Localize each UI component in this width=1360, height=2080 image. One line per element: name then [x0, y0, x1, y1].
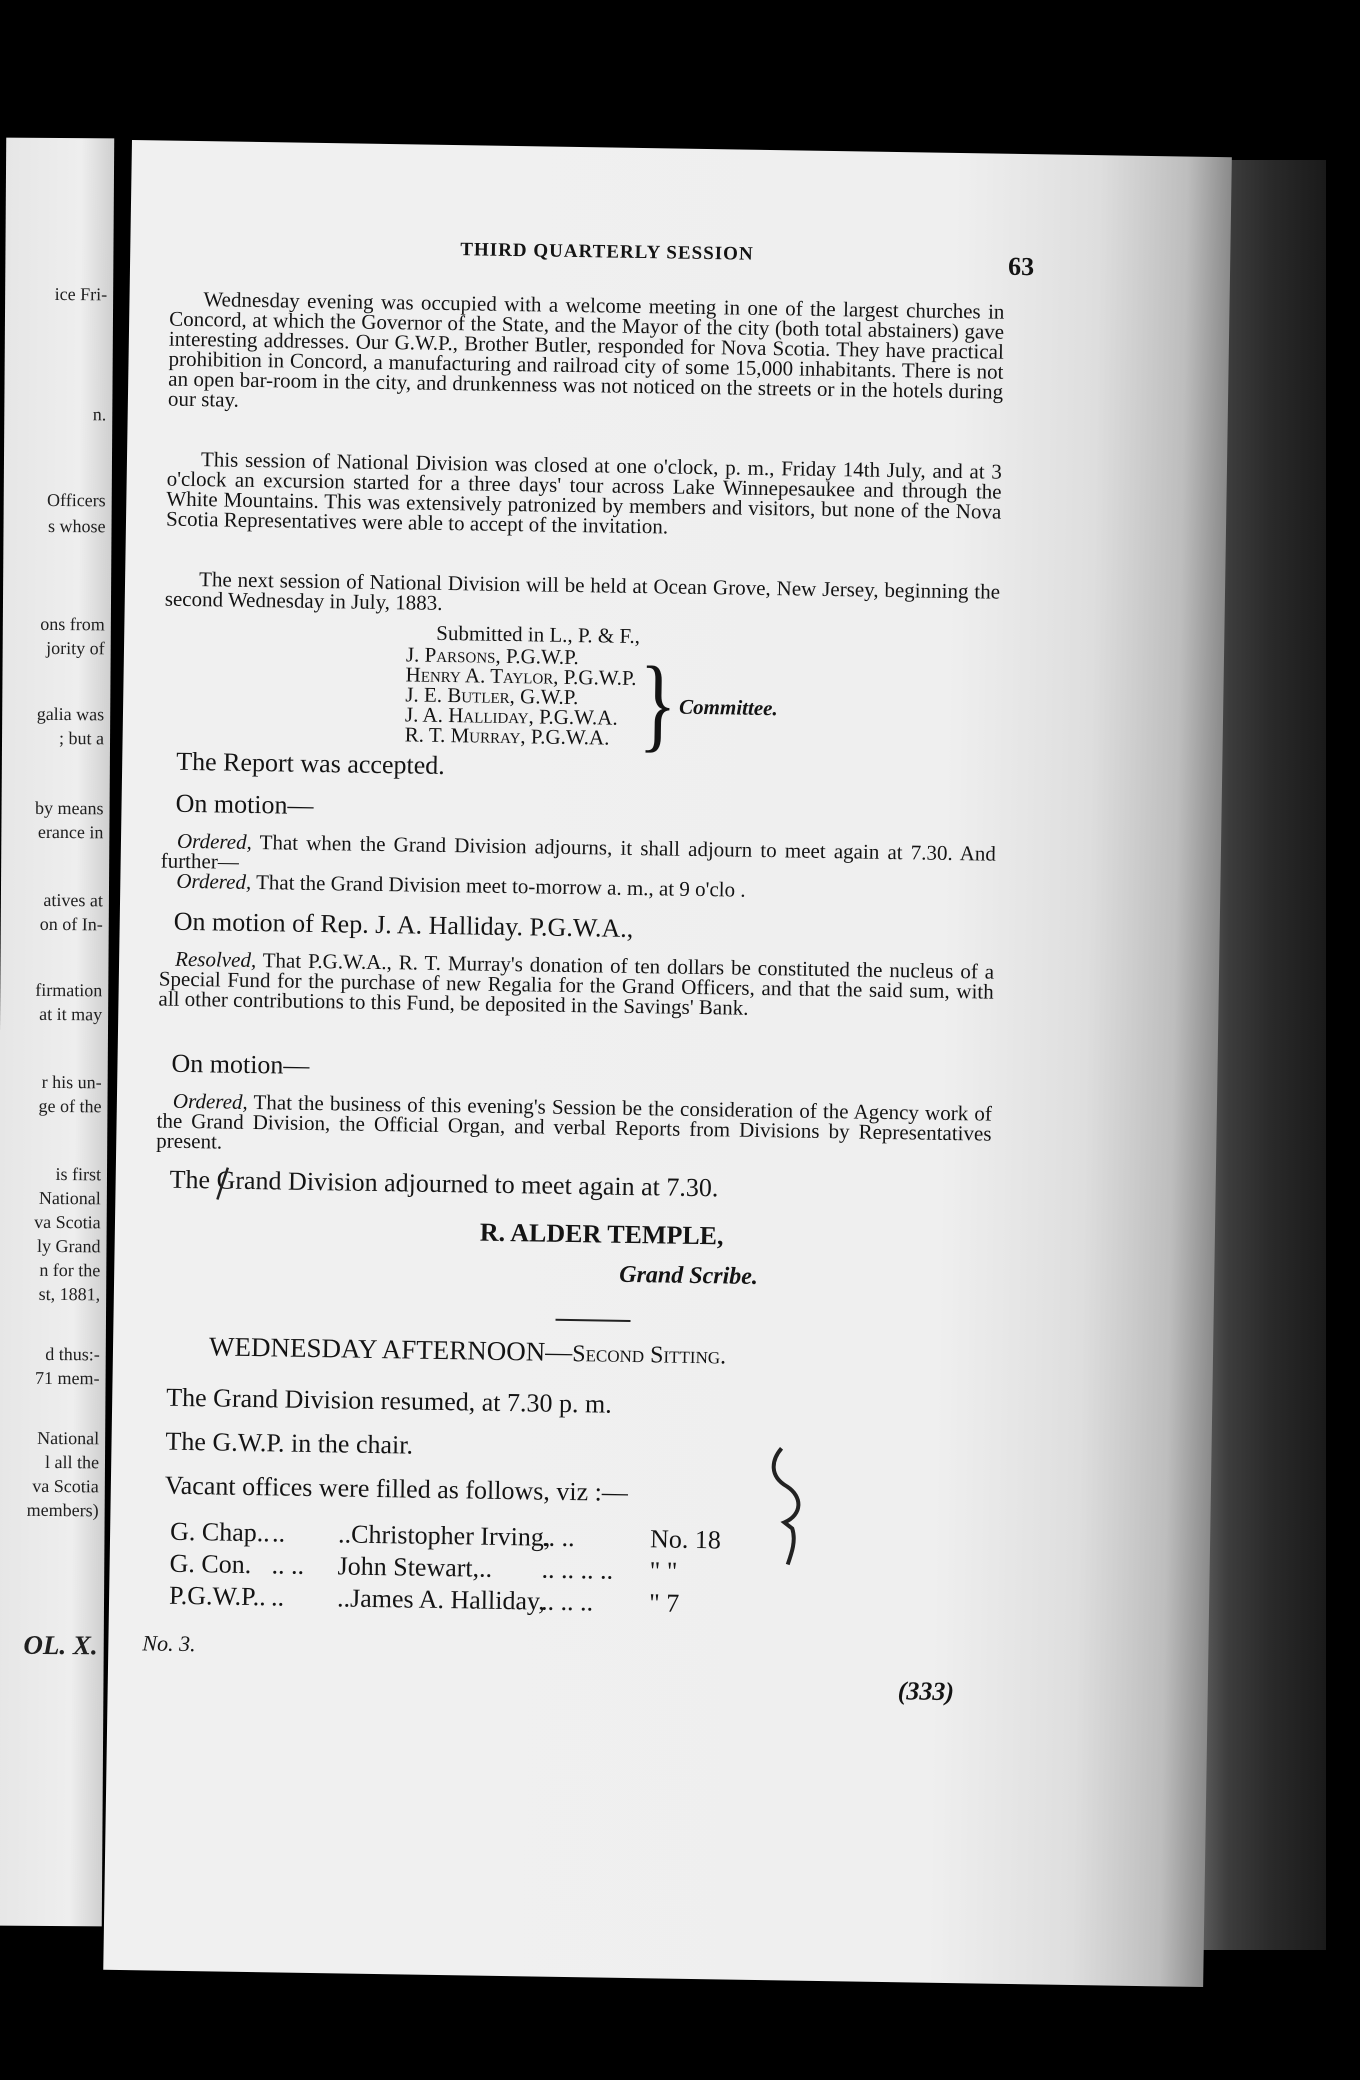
committee-member: Henry A. Taylor, P.G.W.P.: [405, 662, 637, 690]
section-heading: [209, 1331, 727, 1370]
resolved-text: That P.G.W.A., R. T. Murray's donation of ten dollars be constituted the nucleus of a Special Fund for the purchase of new Regalia for the Grand Officers, and that the said sum, with all other contributions to this Fund, be deposited in the Savings' Bank.: [158, 948, 995, 1020]
office-name: ..Christopher Irving,: [337, 1519, 551, 1552]
footer-folio: (333): [897, 1676, 955, 1707]
signature-title: Grand Scribe.: [619, 1261, 759, 1290]
left-page-fragment: [0, 138, 114, 1927]
office-name: John Stewart,..: [337, 1551, 493, 1583]
left-page-text: OL. X.: [23, 1629, 98, 1661]
left-page-text: d thus:-: [45, 1343, 100, 1365]
left-page-text: s whose: [47, 515, 106, 537]
on-motion-2: On motion—: [171, 1048, 310, 1080]
left-page-text: erance in: [37, 821, 104, 843]
footer-signature: No. 3.: [142, 1630, 196, 1657]
office-office: G. Chap..: [169, 1516, 271, 1548]
left-page-text: 71 mem-: [35, 1367, 100, 1389]
committee-member: J. Parsons, P.G.W.P.: [405, 642, 579, 670]
left-page-text: members): [26, 1499, 99, 1521]
office-office: G. Con.: [169, 1548, 252, 1580]
left-page-text: ice Fri-: [54, 283, 108, 305]
left-page-text: Officers: [47, 489, 106, 511]
committee-member: J. A. Halliday, P.G.W.A.: [404, 702, 618, 730]
report-accepted: The Report was accepted.: [176, 746, 445, 780]
committee-member: R. T. Murray, P.G.W.A.: [404, 722, 610, 750]
left-page-text: at it may: [39, 1003, 103, 1025]
resolved-paragraph: [158, 946, 995, 1022]
vacant-offices-line: Vacant offices were filled as follows, viz :—: [164, 1470, 629, 1507]
book-page: [103, 140, 1232, 1987]
paragraph-next-session: The next session of National Division will be held at Ocean Grove, New Jersey, beginning the second Wednesday in July, 1883.: [164, 567, 1001, 615]
signature-name: R. ALDER TEMPLE,: [479, 1217, 724, 1251]
office-dots2: .. ..: [541, 1522, 575, 1553]
ordered-lead: Ordered,: [176, 828, 253, 854]
ordered-text: That the business of this evening's Session be the consideration of the Agency work of the Grand Division, the Official Organ, and verbal Reports from Divisions by Representatives present.: [156, 1090, 993, 1154]
section-heading-sub: Second Sitting.: [572, 1341, 727, 1370]
resolved-lead: Resolved,: [174, 946, 257, 973]
section-heading-main: WEDNESDAY AFTERNOON—: [208, 1331, 573, 1368]
on-motion-rep: On motion of Rep. J. A. Halliday. P.G.W.A.,: [173, 906, 634, 943]
left-page-text: ons from: [40, 613, 105, 635]
ordered-text: That the Grand Division meet to-morrow a. m., at 9 o'clo .: [255, 870, 746, 902]
left-page-text: va Scotia: [34, 1211, 101, 1233]
ordered-lead: Ordered,: [172, 1088, 248, 1114]
left-page-text: l all the: [44, 1451, 100, 1473]
left-page-text: n for the: [39, 1259, 101, 1281]
office-dots2: .. .. ..: [540, 1586, 594, 1617]
submitted-line: Submitted in L., P. & F.,: [436, 620, 641, 649]
page-number: 63: [1007, 251, 1035, 282]
pencil-stroke: [205, 1163, 246, 1204]
on-motion-1: On motion—: [175, 788, 314, 820]
left-page-text: on of In-: [39, 913, 103, 935]
left-page-text: va Scotia: [32, 1475, 99, 1497]
left-page-text: st, 1881,: [38, 1283, 101, 1305]
left-page-text: ly Grand: [36, 1235, 101, 1257]
office-dots2: .. .. .. ..: [541, 1554, 614, 1585]
left-page-text: firmation: [35, 979, 103, 1001]
adjourned-line: The Grand Division adjourned to meet again at 7.30.: [169, 1164, 719, 1203]
running-head: THIRD QUARTERLY SESSION: [460, 239, 754, 265]
chair-line: The G.W.P. in the chair.: [165, 1426, 414, 1460]
office-no: " 7: [648, 1588, 680, 1618]
left-page-text: r his un-: [41, 1071, 102, 1093]
office-dots: .. ..: [271, 1550, 305, 1580]
left-page-text: galia was: [36, 703, 105, 725]
section-rule: [556, 1319, 631, 1322]
left-page-text: National: [38, 1187, 101, 1209]
resumed-line: The Grand Division resumed, at 7.30 p. m.: [166, 1382, 612, 1419]
left-page-text: atives at: [43, 889, 103, 911]
ordered-text: That when the Grand Division adjourns, it shall adjourn to meet again at 7.30. And further—: [160, 830, 997, 874]
left-page-text: n.: [92, 404, 107, 425]
paragraph-session-closed: This session of National Division was closed at one o'clock, p. m., Friday 14th July, and at 3 o'clock an excursion started for a three days' tour across Lake Winnepesaukee and through the White Mountains. This was extensively patronized by members and visitors, but none of the Nova Scotia Representatives were able to accept of the invitation.: [165, 447, 1003, 539]
office-office: P.G.W.P..: [168, 1580, 266, 1612]
left-page-text: ge of the: [38, 1095, 102, 1117]
left-page-text: by means: [35, 797, 104, 819]
committee-label: Committee.: [678, 694, 778, 721]
left-page-text: is first: [55, 1164, 102, 1185]
handwritten-mark: [762, 1440, 814, 1571]
ordered-business: [156, 1088, 993, 1164]
left-page-text: ; but a: [58, 728, 105, 749]
ordered-lead: Ordered,: [176, 868, 252, 894]
office-no: " ": [649, 1556, 678, 1586]
left-page-text: National: [37, 1427, 100, 1449]
left-page-text: jority of: [46, 637, 105, 659]
paragraph-wednesday-evening: Wednesday evening was occupied with a welcome meeting in one of the largest churches in Concord, at which the Governor of the State, and the Mayor of the city (both total abstainers) gave interesting addresses. Our G.W.P., Brother Butler, responded for Nova Scotia. They have practical prohibition in Concord, a manufacturing and railroad city of some 15,000 inhabitants. There is not an open bar-room in the city, and drunkenness was not noticed on the streets or in the hotels during our stay.: [167, 287, 1005, 412]
office-name: ..James A. Halliday,: [336, 1583, 546, 1616]
committee-member: J. E. Butler, G.W.P.: [405, 682, 579, 710]
office-dots: ..: [271, 1518, 286, 1548]
committee-brace: }: [638, 643, 678, 762]
office-dots: ..: [270, 1582, 285, 1612]
office-no: No. 18: [649, 1524, 722, 1555]
